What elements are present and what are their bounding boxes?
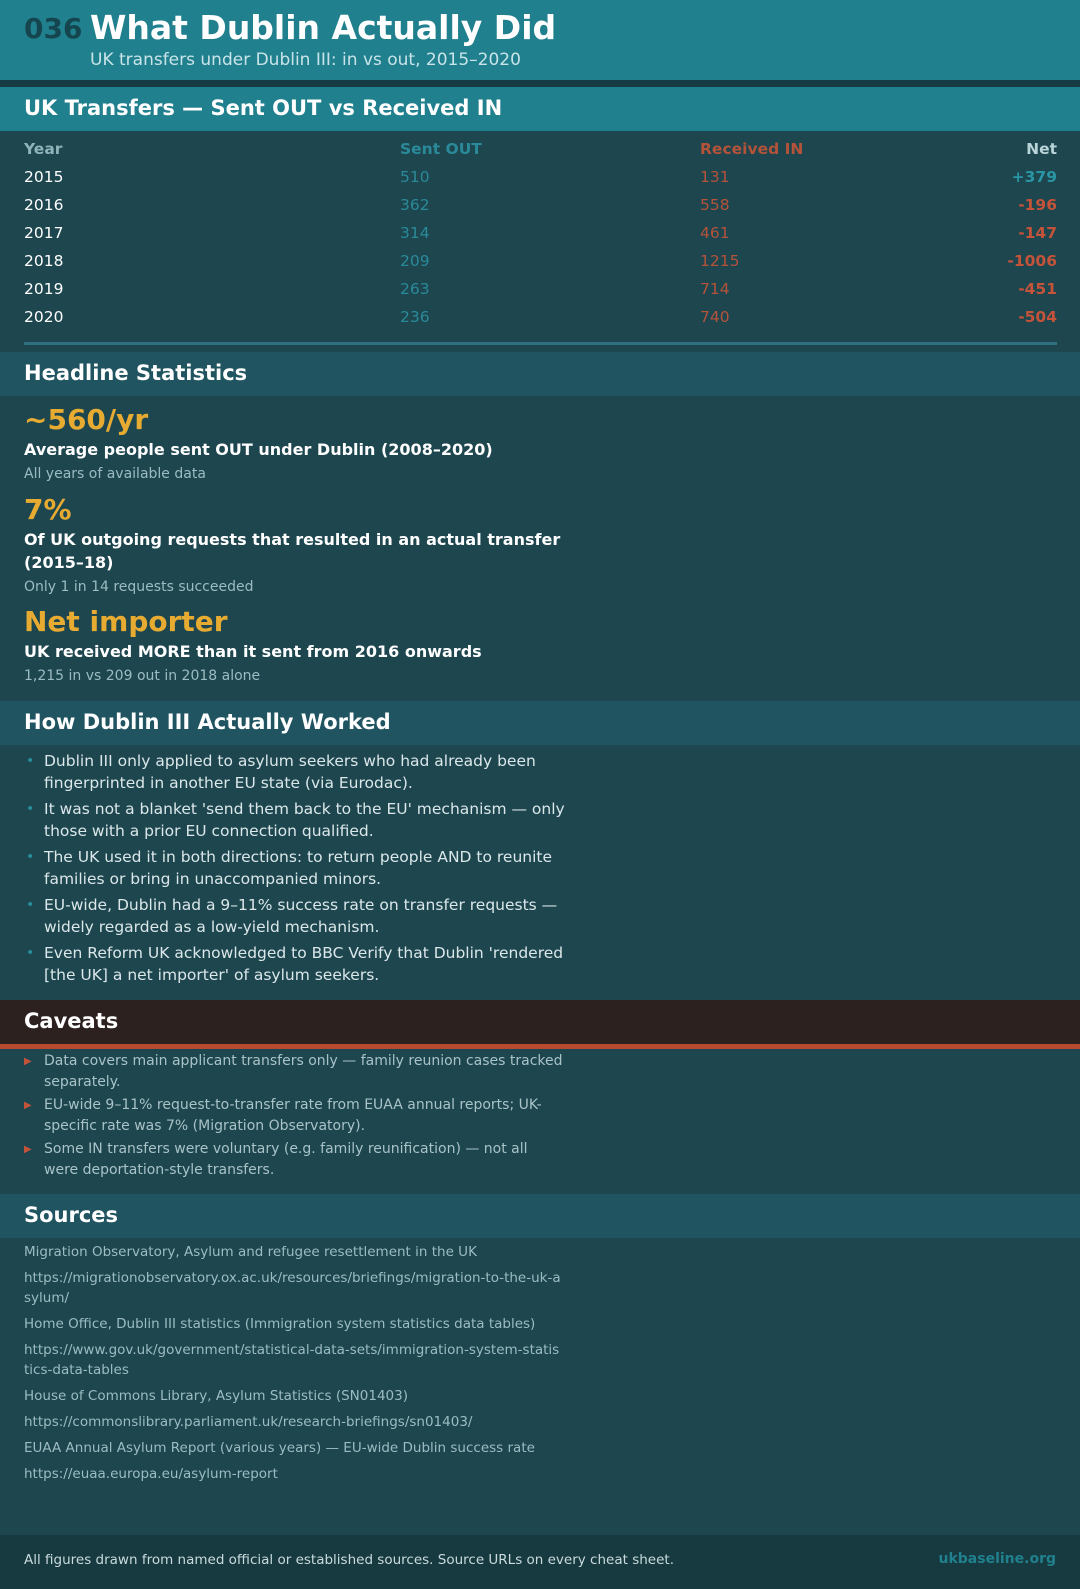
stat-block [24,402,624,484]
footer-note: All figures drawn from named official or established sources. Source URLs on every cheat sheet. [24,1552,674,1568]
table-divider [24,342,1057,345]
caveat-text: EU-wide 9–11% request-to-transfer rate from EUAA annual reports; UK-specific rate was 7% (Migration Observatory). [44,1097,542,1134]
cell-net: -451 [1018,280,1057,298]
cell-out: 510 [400,168,430,186]
col-header-in: Received IN [700,140,804,158]
source-name: Home Office, Dublin III statistics (Immigration system statistics data tables) [24,1316,536,1332]
page-title: What Dublin Actually Did [90,8,557,47]
sources-heading: Sources [24,1203,119,1227]
cell-year: 2018 [24,252,64,270]
cell-out: 314 [400,224,430,242]
headline-heading: Headline Statistics [24,361,248,385]
bullet-dot-icon: • [26,849,35,865]
bullet-text: Even Reform UK acknowledged to BBC Verify that Dublin 'rendered [the UK] a net importer' of asylum seekers. [44,944,564,984]
stat-value: ~560/yr [24,403,149,436]
list-item [24,1139,564,1181]
bullet-dot-icon: • [26,897,35,913]
caveats-accent-bar [0,1044,1080,1049]
cell-year: 2019 [24,280,64,298]
bullet-text: It was not a blanket 'send them back to the EU' mechanism — only those with a prior EU connection qualified. [44,800,565,840]
cell-out: 236 [400,308,430,326]
stat-note: Only 1 in 14 requests succeeded [24,579,254,595]
col-header-net: Net [1026,140,1057,158]
cell-year: 2020 [24,308,64,326]
stat-block [24,604,624,686]
list-item [24,1051,564,1093]
source-url-link[interactable]: https://euaa.europa.eu/asylum-report [24,1466,278,1482]
table-row [24,192,1057,220]
col-header-out: Sent OUT [400,140,482,158]
cell-in: 131 [700,168,730,186]
cell-in: 714 [700,280,730,298]
cell-year: 2017 [24,224,64,242]
transfers-table [24,136,1057,332]
footer-site-link[interactable]: ukbaseline.org [938,1551,1056,1567]
caveat-text: Some IN transfers were voluntary (e.g. family reunification) — not all were deportation-style transfers. [44,1141,528,1178]
cell-net: -504 [1018,308,1057,326]
stat-note: All years of available data [24,466,206,482]
source-name: Migration Observatory, Asylum and refugee resettlement in the UK [24,1244,477,1260]
list-item [24,894,594,938]
stat-label: Average people sent OUT under Dublin (2008–2020) [24,440,493,459]
cell-in: 558 [700,196,730,214]
col-header-year: Year [24,140,63,158]
stat-label: Of UK outgoing requests that resulted in an actual transfer (2015–18) [24,530,561,572]
page-footer [0,1535,1080,1589]
caveat-text: Data covers main applicant transfers only — family reunion cases tracked separately. [44,1053,563,1090]
caveats-heading: Caveats [24,1009,119,1033]
triangle-bullet-icon: ▶ [24,1100,32,1111]
cell-net: +379 [1011,168,1057,186]
table-header-row [24,136,1057,164]
stat-value: 7% [24,493,72,526]
stat-value: Net importer [24,605,228,638]
cell-net: -196 [1018,196,1057,214]
list-item [24,1095,564,1137]
transfers-heading: UK Transfers — Sent OUT vs Received IN [24,96,503,120]
cell-out: 263 [400,280,430,298]
cell-in: 740 [700,308,730,326]
bullet-text: EU-wide, Dublin had a 9–11% success rate on transfer requests — widely regarded as a low-yield mechanism. [44,896,558,936]
table-row [24,220,1057,248]
how-heading: How Dublin III Actually Worked [24,710,391,734]
how-section-header [0,701,1080,745]
list-item [24,846,594,890]
bullet-text: The UK used it in both directions: to return people AND to reunite families or bring in unaccompanied minors. [44,848,553,888]
cell-net: -147 [1018,224,1057,242]
bullet-dot-icon: • [26,945,35,961]
source-url-link[interactable]: https://migrationobservatory.ox.ac.uk/resources/briefings/migration-to-the-uk-asylum/ [24,1270,561,1306]
source-name: EUAA Annual Asylum Report (various years) — EU-wide Dublin success rate [24,1440,535,1456]
cell-year: 2016 [24,196,64,214]
source-url-link[interactable]: https://www.gov.uk/government/statistical-data-sets/immigration-system-statistics-data-tables [24,1342,560,1378]
cell-out: 362 [400,196,430,214]
bullet-dot-icon: • [26,801,35,817]
bullet-dot-icon: • [26,753,35,769]
table-row [24,164,1057,192]
transfers-section-header [0,87,1080,131]
list-item [24,750,594,794]
how-bullet-list [24,750,594,990]
cell-out: 209 [400,252,430,270]
bullet-text: Dublin III only applied to asylum seekers who had already been fingerprinted in another EU state (via Eurodac). [44,752,536,792]
headline-section-header [0,352,1080,396]
stat-note: 1,215 in vs 209 out in 2018 alone [24,668,261,684]
table-row [24,276,1057,304]
stat-block [24,492,624,597]
source-name: House of Commons Library, Asylum Statistics (SN01403) [24,1388,408,1404]
table-row [24,304,1057,332]
table-row [24,248,1057,276]
header-divider [0,80,1080,87]
page-subtitle: UK transfers under Dublin III: in vs out, 2015–2020 [90,50,521,70]
page-header [0,0,1080,80]
cell-in: 461 [700,224,730,242]
triangle-bullet-icon: ▶ [24,1144,32,1155]
sheet-number: 036 [24,12,83,45]
source-url-link[interactable]: https://commonslibrary.parliament.uk/research-briefings/sn01403/ [24,1414,473,1430]
sources-section-header [0,1194,1080,1238]
caveats-section-header [0,1000,1080,1044]
triangle-bullet-icon: ▶ [24,1056,32,1067]
cell-net: -1006 [1007,252,1057,270]
list-item [24,942,594,986]
cell-in: 1215 [700,252,740,270]
list-item [24,798,594,842]
cell-year: 2015 [24,168,64,186]
caveats-list [24,1051,564,1183]
stat-label: UK received MORE than it sent from 2016 onwards [24,642,482,661]
sources-list [24,1242,564,1490]
